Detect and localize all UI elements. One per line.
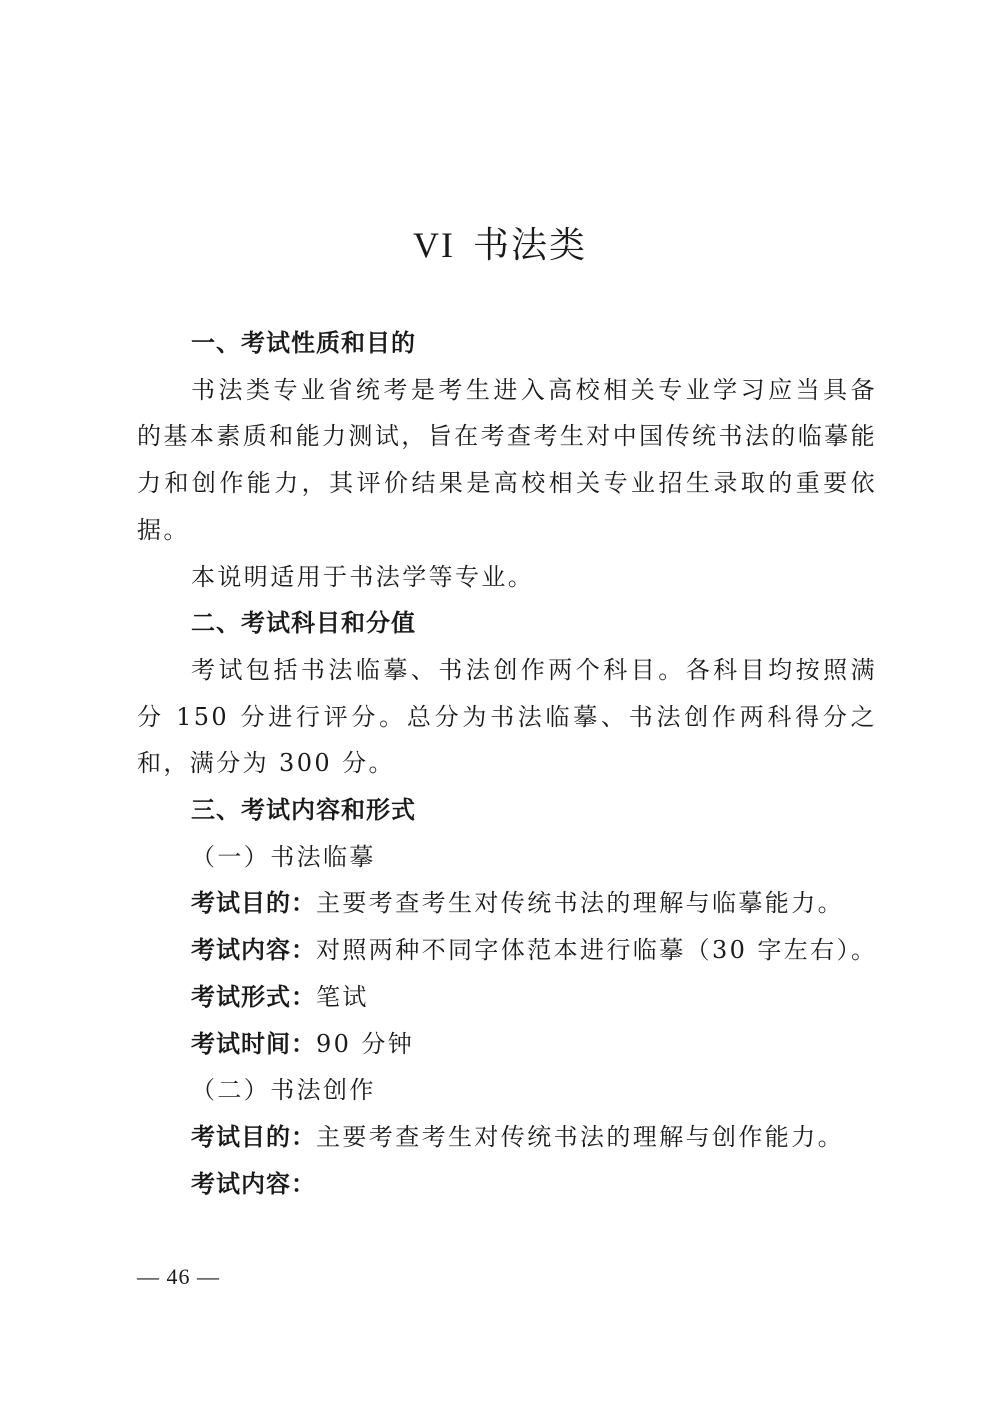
- exam-item-label: 考试形式：: [191, 982, 316, 1011]
- exam-item-label: 考试内容：: [191, 936, 316, 965]
- exam-item-label: 考试目的：: [191, 889, 316, 918]
- title-text: 书法类: [472, 225, 587, 266]
- exam-item-label: 考试目的：: [191, 1122, 316, 1151]
- title-number: VI: [412, 225, 455, 265]
- exam-item-value: 笔试: [316, 982, 369, 1011]
- exam-item: [137, 880, 877, 927]
- exam-item-value: 主要考查考生对传统书法的理解与临摹能力。: [316, 889, 844, 918]
- section-2-paragraph-1: 考试包括书法临摹、书法创作两个科目。各科目均按照满分 150 分进行评分。总分为书法临摹、书法创作两科得分之和，满分为 300 分。: [137, 655, 877, 778]
- section-1-paragraph-2: 本说明适用于书法学等专业。: [191, 562, 535, 591]
- exam-item: [137, 927, 877, 974]
- section-1-heading: 一、考试性质和目的: [191, 329, 416, 357]
- subsection-2-heading: （二）书法创作: [191, 1076, 376, 1105]
- exam-item: [137, 1021, 877, 1068]
- exam-item-value: 主要考查考生对传统书法的理解与创作能力。: [316, 1122, 844, 1151]
- section-1-paragraph-1: 书法类专业省统考是考生进入高校相关专业学习应当具备的基本素质和能力测试，旨在考查考生对中国传统书法的临摹能力和创作能力，其评价结果是高校相关专业招生录取的重要依据。: [137, 375, 877, 544]
- section-3-heading: 三、考试内容和形式: [191, 796, 416, 825]
- page-title: [0, 222, 1000, 269]
- subsection-1-heading: （一）书法临摹: [191, 842, 376, 871]
- exam-item: [137, 1161, 877, 1208]
- section-2-heading: 二、考试科目和分值: [191, 609, 416, 638]
- exam-item-value: 对照两种不同字体范本进行临摹（30 字左右）。: [316, 936, 878, 965]
- exam-item: [137, 974, 877, 1021]
- document-body: [137, 320, 877, 1207]
- exam-item-value: 90 分钟: [316, 1029, 415, 1058]
- exam-item: [137, 1114, 877, 1161]
- page-number: — 46 —: [137, 1264, 220, 1289]
- exam-item-label: 考试时间：: [191, 1029, 316, 1058]
- exam-item-label: 考试内容：: [191, 1169, 316, 1198]
